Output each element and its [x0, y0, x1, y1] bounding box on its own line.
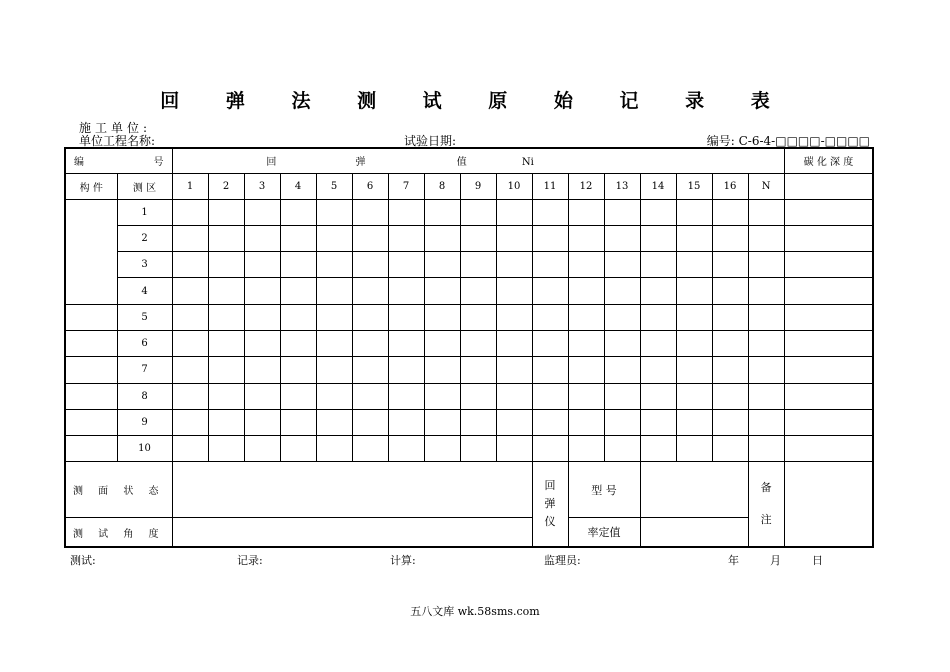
rebound-value-cell[interactable]: [316, 304, 352, 330]
column-header: 10: [496, 173, 532, 199]
rebound-value-cell[interactable]: [316, 330, 352, 356]
rebound-value-header: 回 弹 值 Ni: [172, 148, 784, 173]
test-angle-label: 测 试 角 度: [65, 518, 172, 547]
rebound-value-cell[interactable]: [604, 409, 640, 435]
rebound-value-cell[interactable]: [424, 304, 460, 330]
watermark: 五八文库 wk.58sms.com: [410, 605, 540, 618]
project-name-label: 单位工程名称:: [79, 134, 156, 148]
calibration-value[interactable]: [640, 518, 748, 547]
rebound-value-cell[interactable]: [496, 225, 532, 251]
rebound-value-cell[interactable]: [208, 199, 244, 225]
rebound-value-cell[interactable]: [172, 436, 208, 462]
recorder-label: 记录:: [237, 554, 263, 567]
column-header: 16: [712, 173, 748, 199]
rebound-value-cell[interactable]: [208, 252, 244, 278]
carbonation-depth-cell[interactable]: [784, 225, 873, 251]
column-header: N: [748, 173, 784, 199]
rebound-value-cell[interactable]: [244, 409, 280, 435]
zone-number: 4: [117, 278, 172, 304]
rebound-value-cell[interactable]: [424, 278, 460, 304]
zone-row: [65, 330, 873, 356]
zone-number: 8: [117, 383, 172, 409]
model-label: 型 号: [568, 462, 640, 518]
rebound-value-cell[interactable]: [712, 409, 748, 435]
rebound-value-cell[interactable]: [604, 383, 640, 409]
zone-row: [65, 304, 873, 330]
rebound-value-cell[interactable]: [280, 436, 316, 462]
rebound-value-cell[interactable]: [532, 225, 568, 251]
rebound-value-cell[interactable]: [604, 252, 640, 278]
zone-row: [65, 252, 873, 278]
rebound-value-cell[interactable]: [388, 225, 424, 251]
rebound-value-cell[interactable]: [172, 409, 208, 435]
rebound-value-cell[interactable]: [676, 357, 712, 383]
column-header: 14: [640, 173, 676, 199]
component-cell[interactable]: [65, 383, 117, 409]
carbonation-depth-cell[interactable]: [784, 199, 873, 225]
rebound-value-cell[interactable]: [352, 225, 388, 251]
rebound-value-cell[interactable]: [460, 252, 496, 278]
rebound-record-table: [64, 147, 874, 548]
component-cell[interactable]: [65, 436, 117, 462]
header-row-1: [65, 148, 873, 173]
rebound-value-cell[interactable]: [496, 436, 532, 462]
rebound-value-cell[interactable]: [568, 436, 604, 462]
rebound-value-cell[interactable]: [280, 199, 316, 225]
column-header: 3: [244, 173, 280, 199]
rebound-value-cell[interactable]: [568, 199, 604, 225]
rebound-value-cell[interactable]: [568, 357, 604, 383]
zone-row: [65, 357, 873, 383]
rebound-value-cell[interactable]: [604, 225, 640, 251]
rebound-value-cell[interactable]: [640, 225, 676, 251]
rebound-value-cell[interactable]: [208, 278, 244, 304]
rebound-value-cell[interactable]: [388, 252, 424, 278]
rebound-value-cell[interactable]: [316, 436, 352, 462]
zone-row: [65, 436, 873, 462]
rebound-value-cell[interactable]: [712, 225, 748, 251]
rebound-value-cell[interactable]: [388, 383, 424, 409]
rebound-value-cell[interactable]: [208, 436, 244, 462]
rebound-value-cell[interactable]: [532, 436, 568, 462]
component-cell[interactable]: [65, 199, 117, 304]
header-row-2: [65, 173, 873, 199]
rebound-value-cell[interactable]: [676, 225, 712, 251]
zone-number: 2: [117, 225, 172, 251]
calibration-label: 率定值: [568, 518, 640, 547]
rebound-value-cell[interactable]: [244, 330, 280, 356]
rebound-value-cell[interactable]: [748, 409, 784, 435]
rebound-value-cell[interactable]: [532, 304, 568, 330]
rebound-value-cell[interactable]: [640, 357, 676, 383]
rebound-value-cell[interactable]: [640, 436, 676, 462]
rebound-value-cell[interactable]: [244, 252, 280, 278]
carbonation-depth-cell[interactable]: [784, 436, 873, 462]
rebound-value-cell[interactable]: [676, 199, 712, 225]
rebound-value-cell[interactable]: [676, 383, 712, 409]
rebound-value-cell[interactable]: [280, 330, 316, 356]
rebound-value-cell[interactable]: [748, 304, 784, 330]
zone-number: 9: [117, 409, 172, 435]
column-header: 11: [532, 173, 568, 199]
rebound-value-cell[interactable]: [352, 330, 388, 356]
rebound-value-cell[interactable]: [712, 357, 748, 383]
remark-label: 备 注: [748, 462, 784, 547]
rebound-value-cell[interactable]: [388, 199, 424, 225]
zone-number: 10: [117, 436, 172, 462]
zone-rows: [65, 199, 873, 462]
test-angle-value[interactable]: [172, 518, 532, 547]
rebound-value-cell[interactable]: [316, 278, 352, 304]
rebound-value-cell[interactable]: [640, 304, 676, 330]
rebound-value-cell[interactable]: [316, 199, 352, 225]
carbonation-depth-cell[interactable]: [784, 409, 873, 435]
surface-state-value[interactable]: [172, 462, 532, 518]
rebound-value-cell[interactable]: [568, 304, 604, 330]
rebound-value-cell[interactable]: [604, 278, 640, 304]
rebound-value-cell[interactable]: [244, 357, 280, 383]
rebound-value-cell[interactable]: [460, 199, 496, 225]
rebound-value-cell[interactable]: [604, 304, 640, 330]
rebound-value-cell[interactable]: [208, 409, 244, 435]
rebound-value-cell[interactable]: [316, 383, 352, 409]
rebound-value-cell[interactable]: [748, 278, 784, 304]
column-header: 5: [316, 173, 352, 199]
rebound-value-cell[interactable]: [640, 330, 676, 356]
rebound-value-cell[interactable]: [244, 304, 280, 330]
rebound-value-cell[interactable]: [316, 225, 352, 251]
rebound-value-cell[interactable]: [568, 225, 604, 251]
supervisor-label: 监理员:: [544, 554, 581, 567]
rebound-value-cell[interactable]: [388, 304, 424, 330]
rebound-value-cell[interactable]: [424, 383, 460, 409]
rebound-value-cell[interactable]: [568, 252, 604, 278]
rebound-value-cell[interactable]: [532, 330, 568, 356]
zone-number: 7: [117, 357, 172, 383]
rebound-value-cell[interactable]: [460, 409, 496, 435]
rebound-value-cell[interactable]: [604, 199, 640, 225]
rebound-value-cell[interactable]: [316, 409, 352, 435]
number-header-cell: 编 号: [65, 148, 172, 173]
rebound-value-cell[interactable]: [532, 409, 568, 435]
rebound-value-cell[interactable]: [172, 199, 208, 225]
carbonation-depth-cell[interactable]: [784, 383, 873, 409]
rebound-value-cell[interactable]: [640, 278, 676, 304]
component-cell[interactable]: [65, 409, 117, 435]
column-header: 12: [568, 173, 604, 199]
rebound-value-cell[interactable]: [316, 357, 352, 383]
rebound-value-cell[interactable]: [568, 383, 604, 409]
zone-row: [65, 383, 873, 409]
column-header: 4: [280, 173, 316, 199]
calculator-label: 计算:: [390, 554, 416, 567]
rebound-value-cell[interactable]: [640, 252, 676, 278]
rebound-value-cell[interactable]: [424, 436, 460, 462]
rebound-value-cell[interactable]: [748, 436, 784, 462]
rebound-value-cell[interactable]: [244, 383, 280, 409]
rebound-value-cell[interactable]: [712, 383, 748, 409]
rebound-value-cell[interactable]: [676, 304, 712, 330]
model-value[interactable]: [640, 462, 748, 518]
column-header: 1: [172, 173, 208, 199]
rebound-value-cell[interactable]: [460, 383, 496, 409]
rebound-value-cell[interactable]: [532, 278, 568, 304]
rebound-value-cell[interactable]: [388, 436, 424, 462]
rebound-value-cell[interactable]: [748, 357, 784, 383]
rebound-value-cell[interactable]: [388, 409, 424, 435]
component-cell[interactable]: [65, 304, 117, 330]
zone-row: [65, 278, 873, 304]
rebound-value-cell[interactable]: [712, 304, 748, 330]
rebound-value-cell[interactable]: [748, 330, 784, 356]
rebound-value-cell[interactable]: [676, 252, 712, 278]
rebound-value-cell[interactable]: [280, 225, 316, 251]
rebound-value-cell[interactable]: [280, 357, 316, 383]
remark-value[interactable]: [784, 462, 873, 547]
column-header: 13: [604, 173, 640, 199]
column-header: 15: [676, 173, 712, 199]
rebound-value-cell[interactable]: [712, 278, 748, 304]
rebound-value-cell[interactable]: [604, 436, 640, 462]
rebound-value-cell[interactable]: [676, 278, 712, 304]
rebound-value-cell[interactable]: [244, 278, 280, 304]
zone-number: 5: [117, 304, 172, 330]
zone-number: 1: [117, 199, 172, 225]
column-header: 9: [460, 173, 496, 199]
construction-unit-label: 施工单位:: [79, 121, 152, 135]
page-title: 回 弹 法 测 试 原 始 记 录 表: [160, 90, 790, 112]
zone-row: [65, 225, 873, 251]
rebound-value-cell[interactable]: [172, 383, 208, 409]
rebound-value-cell[interactable]: [568, 409, 604, 435]
rebound-value-cell[interactable]: [424, 357, 460, 383]
rebound-value-cell[interactable]: [712, 199, 748, 225]
rebound-value-cell[interactable]: [460, 225, 496, 251]
rebound-value-cell[interactable]: [748, 252, 784, 278]
component-cell[interactable]: [65, 357, 117, 383]
zone-row: [65, 409, 873, 435]
hammer-label: 回 弹 仪: [532, 462, 568, 547]
rebound-value-cell[interactable]: [676, 436, 712, 462]
rebound-value-cell[interactable]: [496, 252, 532, 278]
rebound-value-cell[interactable]: [532, 252, 568, 278]
rebound-value-cell[interactable]: [208, 383, 244, 409]
rebound-value-cell[interactable]: [532, 383, 568, 409]
rebound-value-cell[interactable]: [352, 278, 388, 304]
column-header: 7: [388, 173, 424, 199]
rebound-value-cell[interactable]: [712, 330, 748, 356]
rebound-value-cell[interactable]: [676, 409, 712, 435]
rebound-value-cell[interactable]: [676, 330, 712, 356]
rebound-value-cell[interactable]: [496, 357, 532, 383]
rebound-value-cell[interactable]: [208, 357, 244, 383]
rebound-value-cell[interactable]: [172, 304, 208, 330]
rebound-value-cell[interactable]: [640, 199, 676, 225]
rebound-value-cell[interactable]: [388, 330, 424, 356]
rebound-value-cell[interactable]: [172, 357, 208, 383]
component-header: 构 件: [65, 173, 117, 199]
rebound-value-cell[interactable]: [640, 409, 676, 435]
rebound-value-cell[interactable]: [424, 330, 460, 356]
day-label: 日: [812, 554, 823, 567]
rebound-value-cell[interactable]: [712, 252, 748, 278]
rebound-value-cell[interactable]: [460, 304, 496, 330]
rebound-value-cell[interactable]: [532, 199, 568, 225]
carbonation-depth-header: 碳 化 深 度: [784, 148, 873, 173]
rebound-value-cell[interactable]: [208, 304, 244, 330]
rebound-value-cell[interactable]: [496, 199, 532, 225]
carbonation-depth-cell[interactable]: [784, 330, 873, 356]
rebound-value-cell[interactable]: [316, 252, 352, 278]
zone-row: [65, 199, 873, 225]
zone-header: 测 区: [117, 173, 172, 199]
rebound-value-cell[interactable]: [208, 330, 244, 356]
rebound-value-cell[interactable]: [172, 252, 208, 278]
rebound-value-cell[interactable]: [640, 383, 676, 409]
rebound-value-cell[interactable]: [496, 383, 532, 409]
rebound-value-cell[interactable]: [388, 357, 424, 383]
rebound-value-cell[interactable]: [172, 225, 208, 251]
carbonation-depth-cell[interactable]: [784, 278, 873, 304]
rebound-value-cell[interactable]: [352, 357, 388, 383]
column-header: 6: [352, 173, 388, 199]
rebound-value-cell[interactable]: [532, 357, 568, 383]
rebound-value-cell[interactable]: [460, 436, 496, 462]
column-header: 8: [424, 173, 460, 199]
rebound-value-cell[interactable]: [748, 225, 784, 251]
rebound-value-cell[interactable]: [568, 330, 604, 356]
zone-number: 6: [117, 330, 172, 356]
rebound-value-cell[interactable]: [280, 304, 316, 330]
column-header: 2: [208, 173, 244, 199]
rebound-value-cell[interactable]: [352, 383, 388, 409]
document-code: 编号: C-6-4-□□□□-□□□□: [706, 134, 870, 148]
rebound-value-cell[interactable]: [280, 409, 316, 435]
test-date-label: 试验日期:: [404, 134, 457, 148]
rebound-value-cell[interactable]: [352, 304, 388, 330]
tester-label: 测试:: [70, 554, 96, 567]
surface-state-label: 测 面 状 态: [65, 462, 172, 518]
surface-state-row: [65, 462, 873, 518]
rebound-value-cell[interactable]: [244, 225, 280, 251]
carbonation-depth-cell[interactable]: [784, 252, 873, 278]
zone-number: 3: [117, 252, 172, 278]
rebound-value-cell[interactable]: [496, 330, 532, 356]
rebound-value-cell[interactable]: [424, 225, 460, 251]
rebound-value-cell[interactable]: [388, 278, 424, 304]
rebound-value-cell[interactable]: [748, 383, 784, 409]
rebound-value-cell[interactable]: [172, 278, 208, 304]
rebound-value-cell[interactable]: [604, 330, 640, 356]
rebound-value-cell[interactable]: [568, 278, 604, 304]
rebound-value-cell[interactable]: [352, 409, 388, 435]
rebound-value-cell[interactable]: [712, 436, 748, 462]
month-label: 月: [770, 554, 781, 567]
rebound-value-cell[interactable]: [460, 330, 496, 356]
year-label: 年: [728, 554, 739, 567]
rebound-value-cell[interactable]: [748, 199, 784, 225]
component-cell[interactable]: [65, 330, 117, 356]
carbonation-depth-subheader[interactable]: [784, 173, 873, 199]
rebound-value-cell[interactable]: [208, 225, 244, 251]
rebound-value-cell[interactable]: [280, 252, 316, 278]
rebound-value-cell[interactable]: [496, 409, 532, 435]
rebound-value-cell[interactable]: [496, 278, 532, 304]
rebound-value-cell[interactable]: [460, 278, 496, 304]
rebound-value-cell[interactable]: [424, 252, 460, 278]
rebound-value-cell[interactable]: [352, 252, 388, 278]
rebound-value-cell[interactable]: [352, 436, 388, 462]
carbonation-depth-cell[interactable]: [784, 304, 873, 330]
rebound-value-cell[interactable]: [424, 199, 460, 225]
rebound-value-cell[interactable]: [460, 357, 496, 383]
rebound-value-cell[interactable]: [244, 199, 280, 225]
rebound-value-cell[interactable]: [604, 357, 640, 383]
rebound-value-cell[interactable]: [280, 278, 316, 304]
rebound-value-cell[interactable]: [244, 436, 280, 462]
rebound-value-cell[interactable]: [424, 409, 460, 435]
rebound-value-cell[interactable]: [172, 330, 208, 356]
rebound-value-cell[interactable]: [352, 199, 388, 225]
rebound-value-cell[interactable]: [496, 304, 532, 330]
carbonation-depth-cell[interactable]: [784, 357, 873, 383]
rebound-value-cell[interactable]: [280, 383, 316, 409]
